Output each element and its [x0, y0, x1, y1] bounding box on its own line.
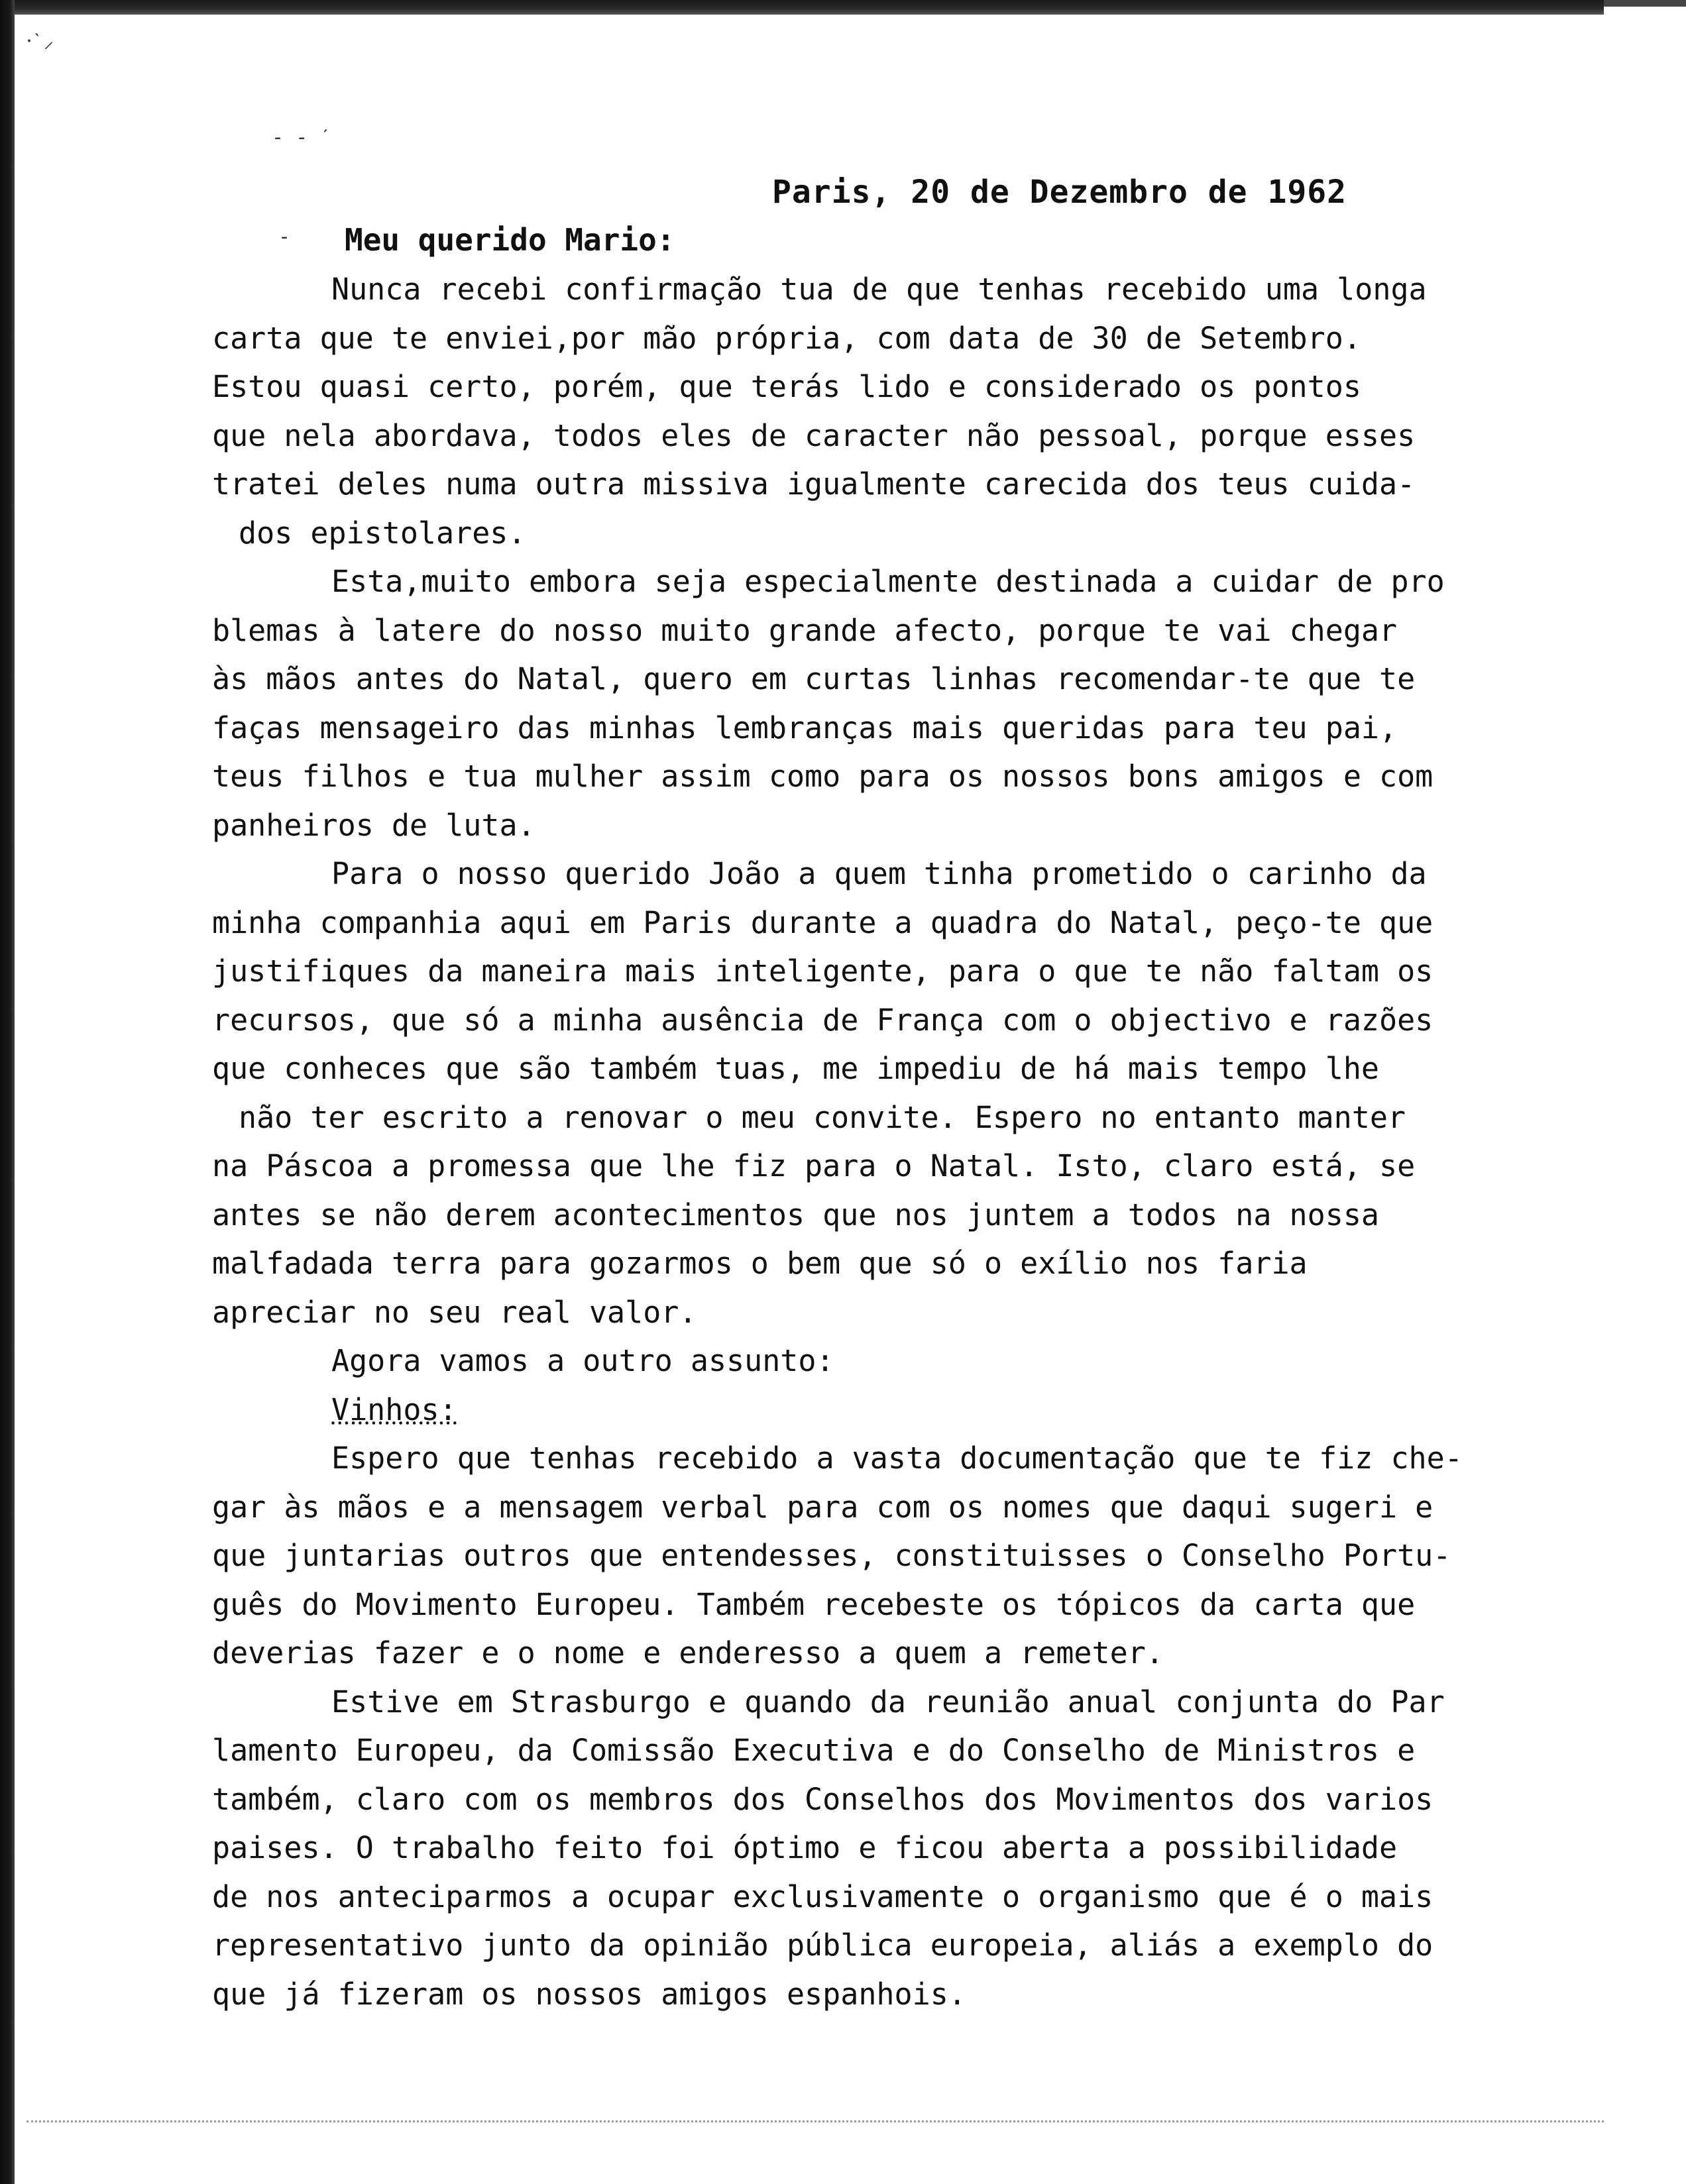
letter-line: Espero que tenhas recebido a vasta documentação que te fiz che- — [331, 1441, 1463, 1476]
letter-line: Vinhos: — [331, 1392, 457, 1427]
letter-line: dos epistolares. — [239, 515, 526, 551]
letter-line: representativo junto da opinião pública europeia, aliás a exemplo do — [212, 1928, 1433, 1963]
letter-line: guês do Movimento Europeu. Também recebeste os tópicos da carta que — [212, 1586, 1416, 1622]
letter-line: apreciar no seu real valor. — [212, 1294, 697, 1330]
letter-line: gar às mãos e a mensagem verbal para com os nomes que daqui sugeri e — [212, 1489, 1433, 1525]
letter-line: justifiques da maneira mais inteligente, para o que te não faltam os — [212, 954, 1433, 989]
letter-line: antes se não derem acontecimentos que nos juntem a todos na nossa — [212, 1197, 1379, 1232]
letter-line: Esta,muito embora seja especialmente destinada a cuidar de pro — [331, 564, 1445, 599]
letter-line: Para o nosso querido João a quem tinha prometido o carinho da — [331, 856, 1427, 891]
letter-line: minha companhia aqui em Paris durante a quadra do Natal, peço-te que — [212, 904, 1433, 940]
letter-line: que já fizeram os nossos amigos espanhois. — [212, 1976, 966, 2012]
letter-line: blemas à latere do nosso muito grande afecto, porque te vai chegar — [212, 612, 1398, 648]
letter-line: Nunca recebi confirmação tua de que tenhas recebido uma longa — [331, 272, 1427, 307]
letter-line: que conheces que são também tuas, me impediu de há mais tempo lhe — [212, 1051, 1379, 1086]
letter-line: malfadada terra para gozarmos o bem que só o exílio nos faria — [212, 1246, 1308, 1281]
letter-date: Paris, 20 de Dezembro de 1962 — [772, 174, 1347, 211]
letter-line: lamento Europeu, da Comissão Executiva e do Conselho de Ministros e — [212, 1733, 1416, 1768]
scan-edge-bottom — [27, 2120, 1604, 2124]
ink-smudge: ⸱ˋ⸝ — [27, 30, 54, 53]
letter-line: na Páscoa a promessa que lhe fiz para o Natal. Isto, claro está, se — [212, 1148, 1416, 1183]
letter-line: teus filhos e tua mulher assim como para os nossos bons amigos e com — [212, 759, 1433, 794]
letter-line: carta que te enviei,por mão própria, com data de 30 de Setembro. — [212, 320, 1361, 356]
letter-line: tratei deles numa outra missiva igualmente carecida dos teus cuida- — [212, 466, 1416, 502]
letter-line: também, claro com os membros dos Conselhos dos Movimentos dos varios — [212, 1781, 1433, 1817]
letter-salutation: Meu querido Mario: — [345, 222, 675, 258]
letter-line: não ter escrito a renovar o meu convite. Espero no entanto manter — [239, 1099, 1406, 1135]
letter-line: Estou quasi certo, porém, que terás lido e considerado os pontos — [212, 369, 1361, 404]
scan-edge-top — [0, 0, 1604, 15]
letter-line: panheiros de luta. — [212, 807, 535, 843]
letter-line: Agora vamos a outro assunto: — [331, 1343, 834, 1378]
scan-edge-left — [0, 0, 15, 2184]
letter-line: recursos, que só a minha ausência de França com o objectivo e razões — [212, 1002, 1433, 1038]
letter-line: de nos anteciparmos a ocupar exclusivamente o organismo que é o mais — [212, 1879, 1433, 1914]
ink-smudge: ‐ ‐ ˊ — [272, 126, 332, 149]
ink-smudge: - — [278, 225, 291, 248]
letter-line: faças mensageiro das minhas lembranças mais queridas para teu pai, — [212, 710, 1398, 745]
letter-body — [212, 265, 1597, 2018]
scan-edge-top-end — [1604, 0, 1686, 7]
letter-line: que juntarias outros que entendesses, constituisses o Conselho Portu- — [212, 1538, 1451, 1573]
letter-line: às mãos antes do Natal, quero em curtas linhas recomendar-te que te — [212, 661, 1416, 696]
letter-line: que nela abordava, todos eles de caracter não pessoal, porque esses — [212, 417, 1416, 453]
letter-line: paises. O trabalho feito foi óptimo e ficou aberta a possibilidade — [212, 1830, 1398, 1865]
letter-line: deverias fazer e o nome e enderesso a quem a remeter. — [212, 1635, 1164, 1670]
letter-line: Estive em Strasburgo e quando da reunião anual conjunta do Par — [331, 1684, 1445, 1720]
